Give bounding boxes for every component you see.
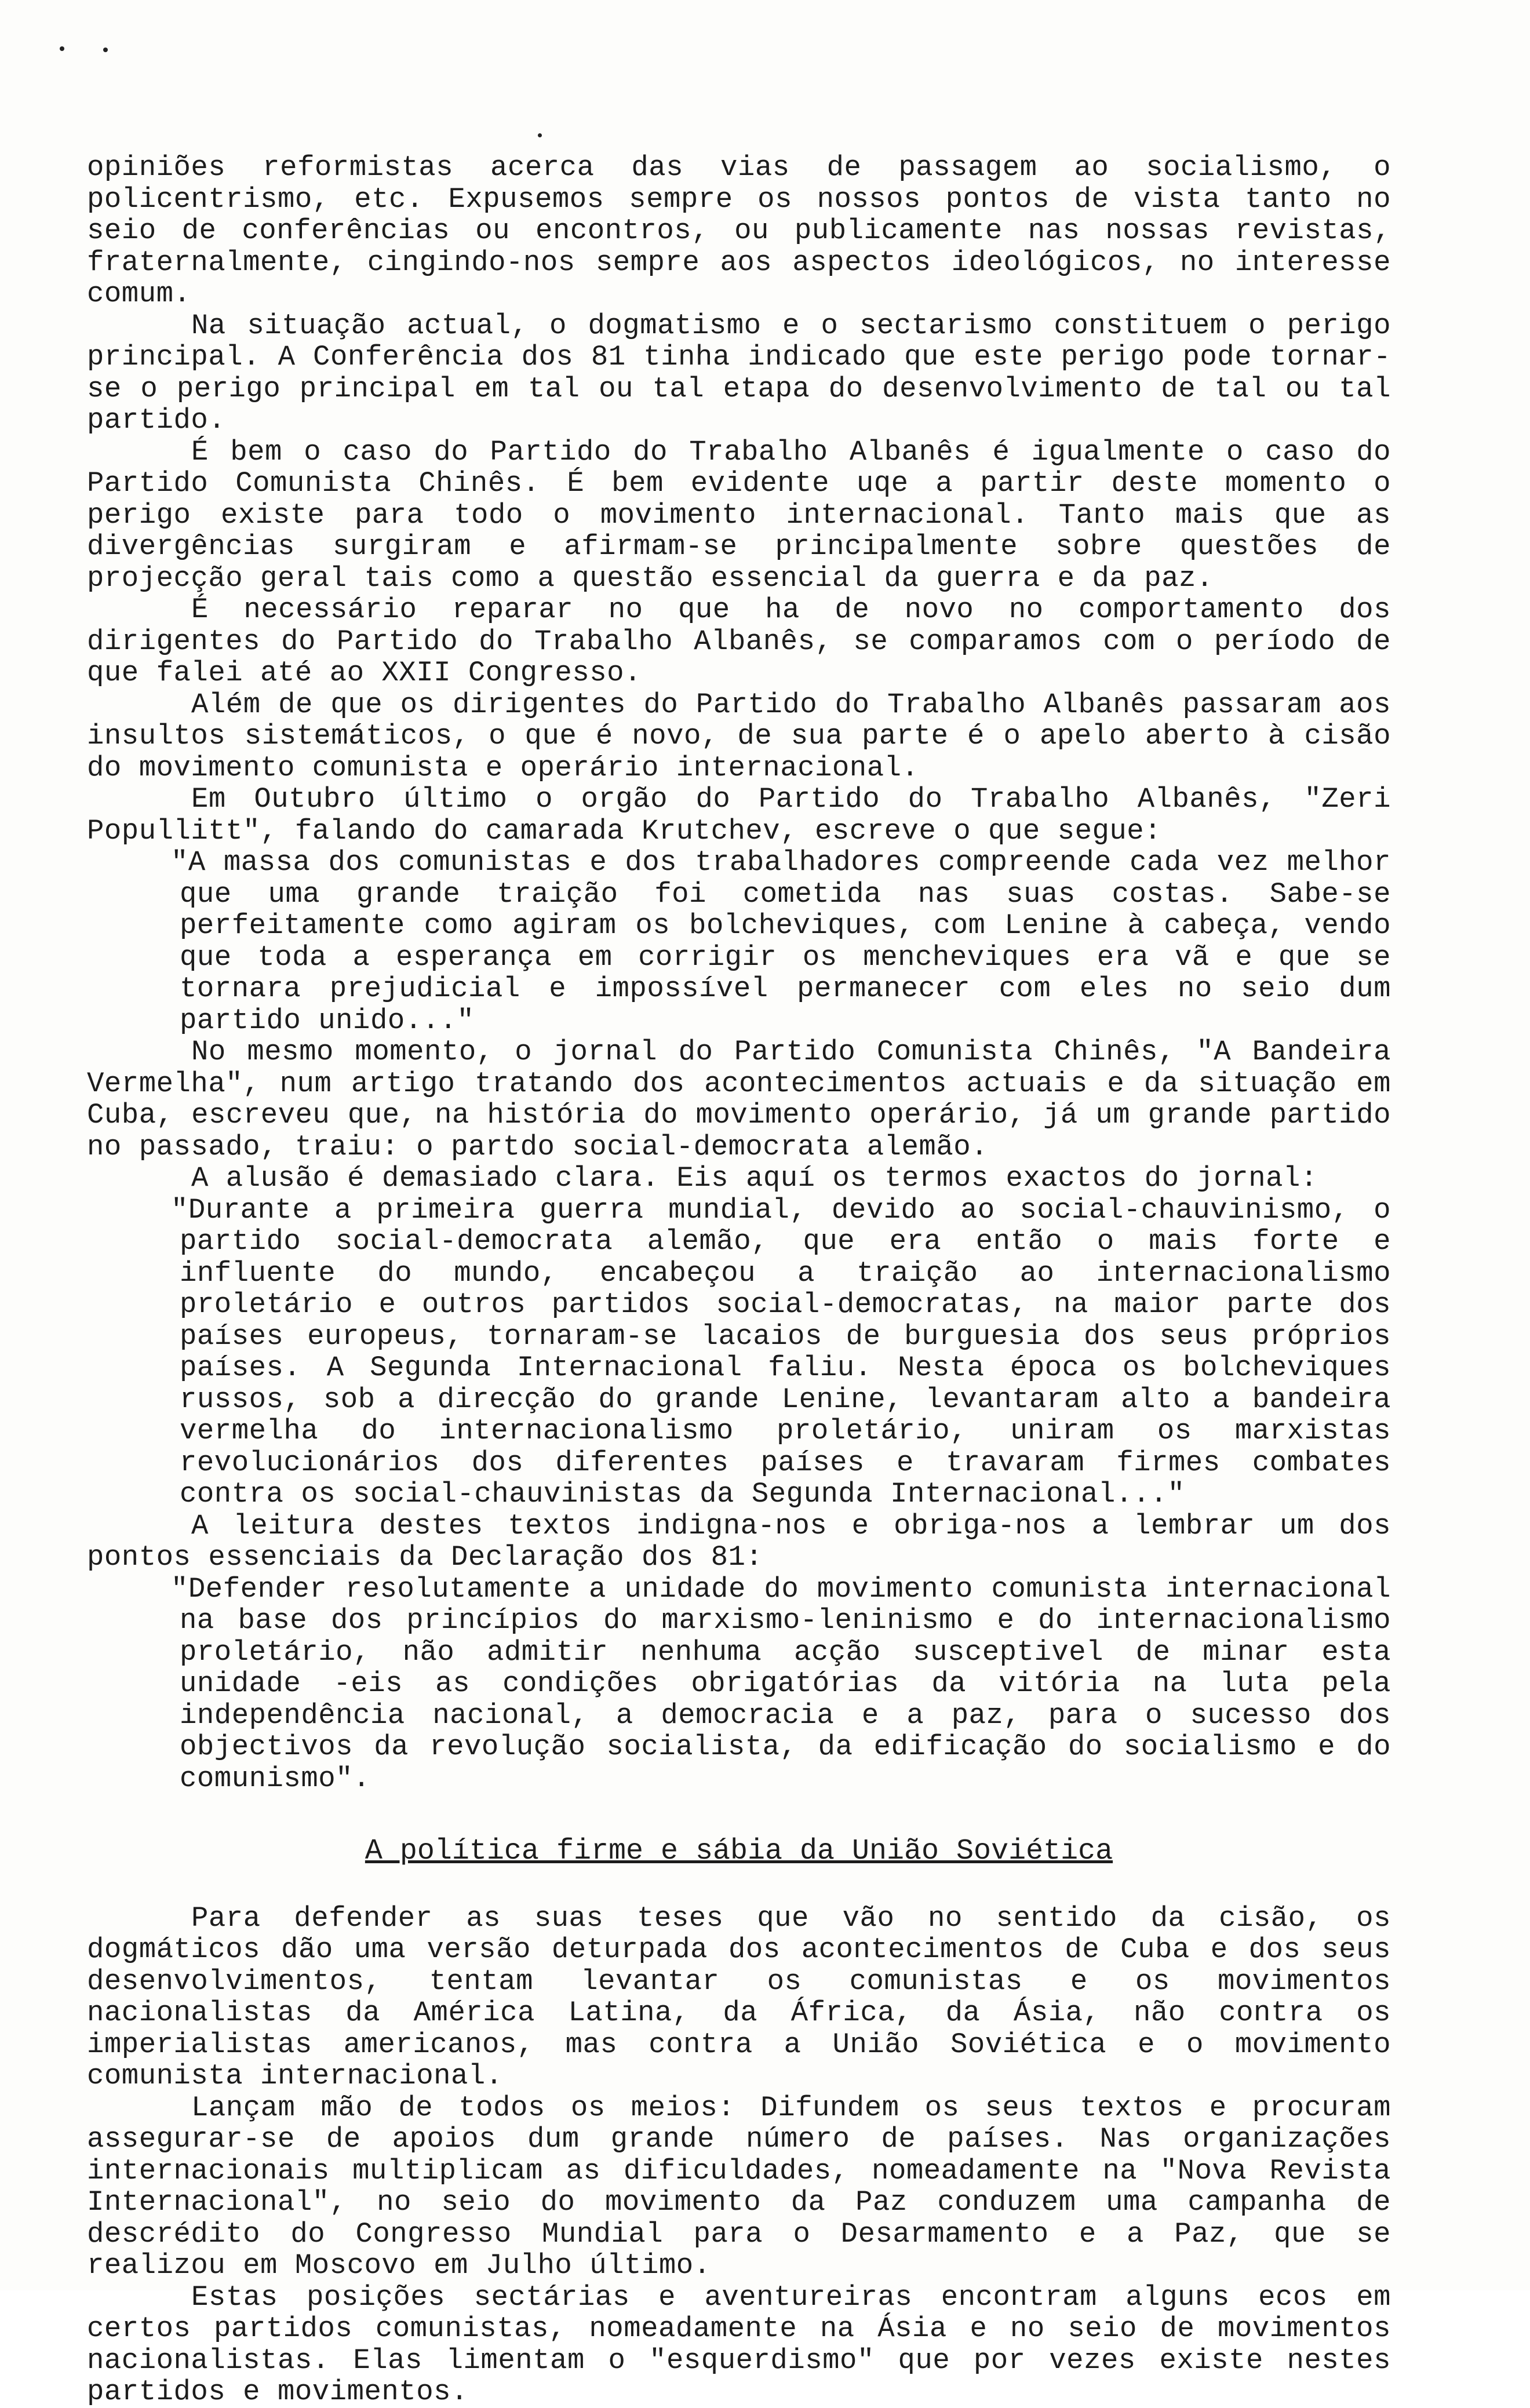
paragraph: Em Outubro último o orgão do Partido do Trabalho Albanês, "Zeri Popullitt", falando do camarada Krutchev, escreve o que segue: [87, 783, 1408, 847]
paragraph: Na situação actual, o dogmatismo e o sectarismo constituem o perigo principal. A Conferência dos 81 tinha indicado que este perigo pode tornar-se o perigo principal em tal ou tal etapa do desenvolvimento de tal ou tal partido. [87, 309, 1408, 436]
paragraph: É necessário reparar no que ha de novo no comportamento dos dirigentes do Partido do Trabalho Albanês, se comparamos com o período de que falei até ao XXII Congresso. [87, 593, 1408, 689]
paragraph: Estas posições sectárias e aventureiras encontram alguns ecos em certos partidos comunistas, nomeadamente na Ásia e no seio de movimentos nacionalistas. Elas limentam o "esquerdismo" que por vezes existe nestes partidos e movimentos. [87, 2281, 1408, 2408]
paragraph: Para defender as suas teses que vão no sentido da cisão, os dogmáticos dão uma versão deturpada dos acontecimentos de Cuba e dos seus desenvolvimentos, tentam levantar os comunistas e os movimentos nacionalistas da América Latina, da África, da Ásia, não contra os imperialistas americanos, mas contra a União Soviética e o movimento comunista internacional. [87, 1901, 1408, 2092]
block-quote: "A massa dos comunistas e dos trabalhadores compreende cada vez melhor que uma grande traição foi cometida nas suas costas. Sabe-se perfeitamente como agiram os bolcheviques, com Lenine à cabeça, vendo que toda a esperança em corrigir os mencheviques era vã e que se tornara prejudicial e impossível permanecer com eles no seio dum partido unido..." [171, 846, 1408, 1037]
body-text [87, 151, 1408, 2408]
paragraph: Além de que os dirigentes do Partido do Trabalho Albanês passaram aos insultos sistemáticos, o que é novo, de sua parte é o apelo aberto à cisão do movimento comunista e operário internacional. [87, 688, 1408, 784]
block-quote: "Defender resolutamente a unidade do movimento comunista internacional na base dos princípios do marxismo-leninismo e do internacionalismo proletário, não admitir nenhuma acção susceptivel de minar esta unidade -eis as condições obrigatórias da vitória na luta pela independência nacional, a democracia e a paz, para o sucesso dos objectivos da revolução socialista, da edificação do socialismo e do comunismo". [171, 1572, 1408, 1795]
margin-speck [103, 48, 108, 52]
block-quote: "Durante a primeira guerra mundial, devido ao social-chauvinismo, o partido social-democrata alemão, que era então o mais forte e influente do mundo, encabeçou a traição ao internacionalismo proletário e outros partidos social-democratas, na maior parte dos países europeus, tornaram-se lacaios de burguesia dos seus próprios países. A Segunda Internacional faliu. Nesta época os bolcheviques russos, sob a direcção do grande Lenine, levantaram alto a bandeira vermelha do internacionalismo proletário, uniram os marxistas revolucionários dos diferentes países e travaram firmes combates contra os social-chauvinistas da Segunda Internacional..." [171, 1193, 1408, 1510]
margin-speck [60, 46, 64, 51]
paragraph: É bem o caso do Partido do Trabalho Albanês é igualmente o caso do Partido Comunista Chinês. É bem evidente uqe a partir deste momento o perigo existe para todo o movimento internacional. Tanto mais que as divergências surgiram e afirmam-se principalmente sobre questões de projecção geral tais como a questão essencial da guerra e da paz. [87, 435, 1408, 595]
paragraph: opiniões reformistas acerca das vias de passagem ao socialismo, o policentrismo, etc. Expusemos sempre os nossos pontos de vista tanto no seio de conferências ou encontros, ou publicamente nas nossas revistas, fraternalmente, cingindo-nos sempre aos aspectos ideológicos, no interesse comum. [87, 151, 1408, 310]
paragraph: No mesmo momento, o jornal do Partido Comunista Chinês, "A Bandeira Vermelha", num artigo tratando dos acontecimentos actuais e da situação em Cuba, escreveu que, na história do movimento operário, já um grande partido no passado, traiu: o partdo social-democrata alemão. [87, 1036, 1408, 1163]
paragraph: A leitura destes textos indigna-nos e obriga-nos a lembrar um dos pontos essenciais da Declaração dos 81: [87, 1509, 1408, 1573]
section-heading: A política firme e sábia da União Soviética [365, 1835, 1113, 1868]
paragraph: Lançam mão de todos os meios: Difundem os seus textos e procuram assegurar-se de apoios dum grande número de países. Nas organizações internacionais multiplicam as dificuldades, nomeadamente na "Nova Revista Internacional", no seio do movimento da Paz conduzem uma campanha de descrédito do Congresso Mundial para o Desarmamento e a Paz, que se realizou em Moscovo em Julho último. [87, 2091, 1408, 2282]
paragraph: A alusão é demasiado clara. Eis aquí os termos exactos do jornal: [191, 1162, 1318, 1194]
margin-speck [538, 133, 542, 137]
